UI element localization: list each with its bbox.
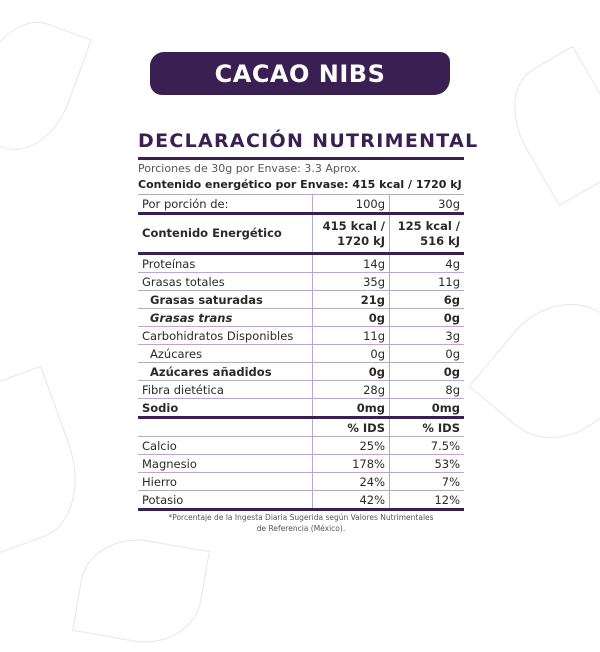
- table-row: Sodio 0mg 0mg: [138, 399, 464, 418]
- energy-col2-kcal: 125 kcal /: [397, 218, 460, 233]
- energy-label: Contenido Energético: [138, 214, 313, 254]
- table-row: Hierro 24% 7%: [138, 473, 464, 491]
- table-row: Proteínas 14g 4g: [138, 254, 464, 273]
- header-col2: 30g: [390, 195, 465, 214]
- divider: [138, 157, 464, 160]
- footnote: *Porcentaje de la Ingesta Diaria Sugerida según Valores Nutrimentales de Referencia (México).: [168, 513, 434, 533]
- product-banner: [150, 52, 450, 95]
- nutrition-table: [138, 194, 464, 511]
- energy-col1-kj: 1720 kJ: [337, 233, 385, 248]
- table-row: Grasas trans 0g 0g: [138, 309, 464, 327]
- table-row: Fibra dietética 28g 8g: [138, 381, 464, 399]
- servings-text: Porciones de 30g por Envase: 3.3 Aprox.: [138, 162, 361, 175]
- table-row: Azúcares añadidos 0g 0g: [138, 363, 464, 381]
- nutrition-heading: DECLARACIÓN NUTRIMENTAL: [138, 130, 479, 152]
- table-row: Potasio 42% 12%: [138, 491, 464, 510]
- table-row: Carbohidratos Disponibles 11g 3g: [138, 327, 464, 345]
- energy-row: [138, 214, 464, 254]
- product-title: CACAO NIBS: [214, 59, 386, 88]
- header-label: Por porción de:: [138, 195, 313, 214]
- header-col1: 100g: [313, 195, 390, 214]
- leaf-decoration: [72, 530, 210, 652]
- energy-col1-kcal: 415 kcal /: [322, 218, 385, 233]
- table-row: Azúcares 0g 0g: [138, 345, 464, 363]
- table-row: Magnesio 178% 53%: [138, 455, 464, 473]
- leaf-decoration: [469, 277, 600, 464]
- table-header-row: [138, 195, 464, 214]
- leaf-decoration: [493, 46, 600, 206]
- energy-col2-kj: 516 kJ: [420, 233, 460, 248]
- table-row: Grasas totales 35g 11g: [138, 273, 464, 291]
- leaf-decoration: [0, 366, 96, 557]
- table-row: Calcio 25% 7.5%: [138, 437, 464, 455]
- energy-per-package: Contenido energético por Envase: 415 kcal / 1720 kJ: [138, 178, 462, 191]
- ids-header-row: % IDS % IDS: [138, 418, 464, 437]
- leaf-decoration: [0, 8, 92, 164]
- table-row: Grasas saturadas 21g 6g: [138, 291, 464, 309]
